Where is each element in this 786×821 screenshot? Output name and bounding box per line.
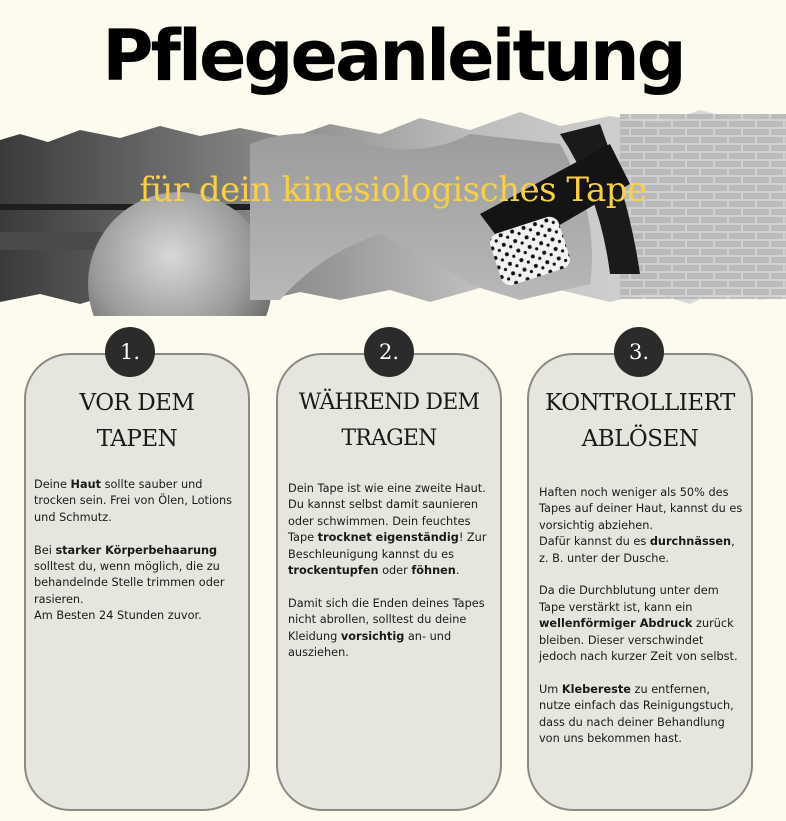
text-run: z. B. unter der Dusche. (539, 551, 669, 565)
card-controlled-removal (527, 353, 753, 811)
text-run: solltest du, wenn möglich, die zu behandelnde Stelle trimmen oder rasieren. (34, 560, 225, 606)
step-number-badge: 1. (105, 327, 155, 377)
card-before-taping (24, 353, 250, 811)
card-heading (284, 385, 494, 457)
card-heading (535, 385, 745, 457)
text-run: Dein Tape ist wie eine zweite Haut. Du kannst selbst damit saunieren oder schwimmen. Dein feuchtes Tape (288, 482, 486, 545)
card-body (539, 485, 743, 764)
step-number-badge: 2. (364, 327, 414, 377)
bold-text: wellenförmiger Abdruck (539, 617, 693, 631)
card-paragraph (539, 583, 743, 665)
text-run: ! Zur Beschleunigung kannst du es (288, 531, 487, 561)
text-run: zurück bleiben. Dieser verschwindet jedoch nach kurzer Zeit von selbst. (539, 617, 738, 664)
card-heading (32, 385, 242, 457)
card-paragraph (34, 477, 240, 526)
card-heading-line: KONTROLLIERT (545, 390, 735, 416)
card-paragraph (539, 485, 743, 567)
text-run: Haften noch weniger als 50% des Tapes auf deiner Haut, kannst du es vorsichtig abziehen. (539, 486, 743, 532)
text-run: Damit sich die Enden deines Tapes nicht abrollen, solltest du deine Kleidung (288, 596, 485, 643)
bold-text: Klebereste (561, 682, 631, 696)
text-run: sollte sauber und trocken sein. Frei von Ölen, Lotions und Schmutz. (34, 478, 233, 524)
text-run: Bei (34, 543, 56, 557)
card-heading-line: TAPEN (96, 426, 178, 452)
card-paragraph (539, 682, 743, 748)
text-run: Um (539, 682, 562, 696)
text-run: Dafür kannst du es (539, 535, 650, 549)
bold-text: föhnen (411, 564, 456, 578)
card-heading-line: WÄHREND DEM (298, 390, 480, 415)
card-paragraph (288, 481, 492, 579)
step-number-badge: 3. (614, 327, 664, 377)
text-run: . (455, 564, 460, 578)
bold-text: Haut (70, 478, 102, 491)
bold-text: durchnässen (649, 535, 732, 549)
text-run: Da die Durchblutung unter dem Tape verstärkt ist, kann ein (539, 584, 719, 614)
card-paragraph (34, 543, 240, 625)
page-title: Pflegeanleitung (102, 15, 684, 97)
text-run: Deine (34, 478, 71, 491)
bold-text: vorsichtig (340, 629, 405, 643)
text-run: Am Besten 24 Stunden zuvor. (34, 609, 202, 623)
card-heading-line: TRAGEN (341, 426, 437, 451)
card-paragraph (288, 596, 492, 662)
card-body (34, 477, 240, 641)
text-run: , (731, 535, 735, 549)
text-run: zu entfernen, nutze einfach das Reinigungstuch, dass du nach deiner Behandlung von uns bekommen hast. (539, 682, 734, 746)
bold-text: trocknet eigenständig (317, 531, 459, 545)
bold-text: starker Körperbehaarung (55, 543, 218, 557)
card-while-wearing (276, 353, 502, 811)
page-subtitle: für dein kinesiologisches Tape (139, 170, 647, 210)
card-heading-line: VOR DEM (79, 390, 195, 416)
card-body (288, 481, 492, 678)
bold-text: trockentupfen (288, 564, 379, 578)
card-heading-line: ABLÖSEN (581, 426, 699, 452)
text-run: an- und ausziehen. (288, 629, 452, 660)
text-run: oder (378, 564, 412, 578)
